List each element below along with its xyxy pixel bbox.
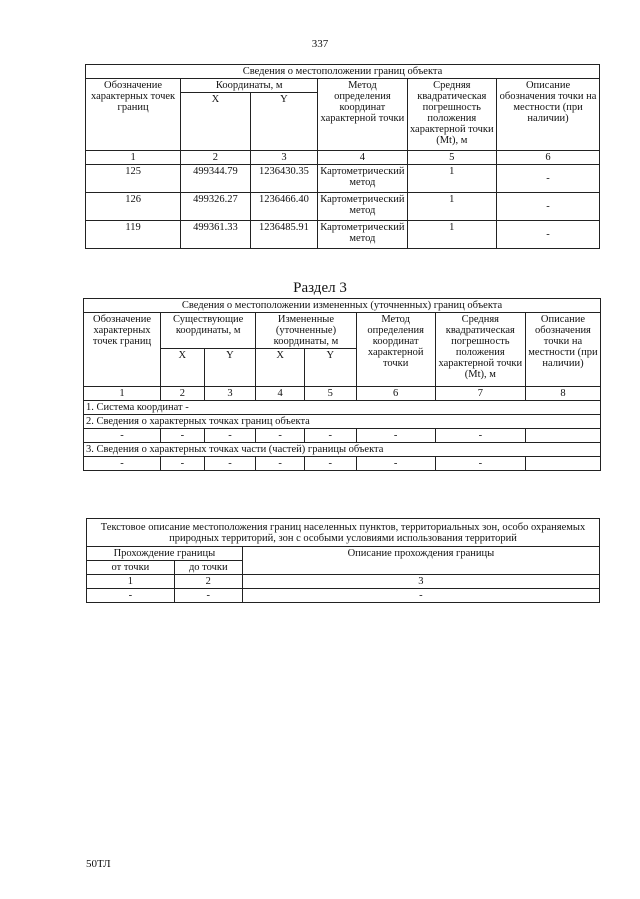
dash-cell: -	[174, 589, 242, 603]
dash-cell: -	[242, 589, 599, 603]
col-number: 3	[204, 387, 256, 401]
dash-cell: -	[161, 429, 205, 443]
method-value: Картометрический метод	[318, 221, 407, 249]
dash-cell: -	[356, 457, 435, 471]
col-number: 7	[435, 387, 525, 401]
point-id: 126	[86, 193, 181, 221]
boundary-location-table	[85, 64, 600, 249]
col-number: 4	[256, 387, 305, 401]
point-id: 125	[86, 165, 181, 193]
col-number: 3	[242, 575, 599, 589]
header-designation: Обозначение характерных точек границ	[84, 313, 161, 387]
table-row	[87, 589, 600, 603]
description-value: -	[497, 193, 600, 221]
section-title: Раздел 3	[293, 280, 347, 296]
header-existing: Существующие координаты, м	[161, 313, 256, 349]
col-number: 6	[356, 387, 435, 401]
dash-cell: -	[435, 457, 525, 471]
table-row	[84, 457, 601, 471]
header-error: Средняя квадратическая погрешность положения характерной точки (Mt), м	[435, 313, 525, 387]
dash-cell: -	[87, 589, 175, 603]
header-y: Y	[250, 93, 318, 151]
table-row	[86, 165, 600, 193]
table-row	[84, 429, 601, 443]
col-number: 1	[84, 387, 161, 401]
x-value: 499361.33	[181, 221, 250, 249]
header-x: X	[161, 349, 205, 387]
col-number: 2	[161, 387, 205, 401]
error-value: 1	[407, 221, 497, 249]
dash-cell: -	[161, 457, 205, 471]
table-row	[86, 221, 600, 249]
table-row	[86, 193, 600, 221]
dash-cell: -	[204, 429, 256, 443]
table-caption: Сведения о местоположении границ объекта	[86, 65, 600, 79]
header-x: X	[256, 349, 305, 387]
dash-cell: -	[256, 429, 305, 443]
subheader-part-points: 3. Сведения о характерных точках части (частей) границы объекта	[84, 443, 601, 457]
header-x: X	[181, 93, 250, 151]
point-id: 119	[86, 221, 181, 249]
dash-cell: -	[356, 429, 435, 443]
col-number: 4	[318, 151, 407, 165]
table-caption: Сведения о местоположении измененных (уточненных) границ объекта	[84, 299, 601, 313]
col-number: 5	[407, 151, 497, 165]
col-number: 3	[250, 151, 318, 165]
changed-boundary-table	[83, 298, 601, 471]
header-designation: Обозначение характерных точек границ	[86, 79, 181, 151]
x-value: 499326.27	[181, 193, 250, 221]
header-to-point: до точки	[174, 561, 242, 575]
header-passage: Прохождение границы	[87, 547, 243, 561]
col-number: 1	[86, 151, 181, 165]
error-value: 1	[407, 193, 497, 221]
x-value: 499344.79	[181, 165, 250, 193]
col-number: 6	[497, 151, 600, 165]
text-description-table	[86, 518, 600, 603]
empty-cell	[525, 429, 600, 443]
header-from-point: от точки	[87, 561, 175, 575]
col-number: 5	[304, 387, 356, 401]
col-number: 8	[525, 387, 600, 401]
header-description: Описание обозначения точки на местности (при наличии)	[497, 79, 600, 151]
header-coordinates: Координаты, м	[181, 79, 318, 93]
method-value: Картометрический метод	[318, 165, 407, 193]
dash-cell: -	[84, 457, 161, 471]
header-method: Метод определения координат характерной точки	[356, 313, 435, 387]
dash-cell: -	[435, 429, 525, 443]
page-number: 337	[311, 38, 329, 50]
header-passage-description: Описание прохождения границы	[242, 547, 599, 575]
header-y: Y	[204, 349, 256, 387]
subheader-points: 2. Сведения о характерных точках границ объекта	[84, 415, 601, 429]
y-value: 1236430.35	[250, 165, 318, 193]
coord-system-row: 1. Система координат -	[84, 401, 601, 415]
dash-cell: -	[304, 457, 356, 471]
description-value: -	[497, 221, 600, 249]
y-value: 1236485.91	[250, 221, 318, 249]
header-method: Метод определения координат характерной точки	[318, 79, 407, 151]
description-value: -	[497, 165, 600, 193]
dash-cell: -	[84, 429, 161, 443]
method-value: Картометрический метод	[318, 193, 407, 221]
dash-cell: -	[204, 457, 256, 471]
y-value: 1236466.40	[250, 193, 318, 221]
header-description: Описание обозначения точки на местности (при наличии)	[525, 313, 600, 387]
col-number: 2	[174, 575, 242, 589]
footer-code: 50ТЛ	[86, 858, 111, 870]
header-error: Средняя квадратическая погрешность положения характерной точки (Mt), м	[407, 79, 497, 151]
table-caption: Текстовое описание местоположения границ населенных пунктов, территориальных зон, особо охраняемых природных территорий, зон с особыми условиями использования территорий	[87, 519, 600, 547]
col-number: 1	[87, 575, 175, 589]
header-y: Y	[304, 349, 356, 387]
empty-cell	[525, 457, 600, 471]
dash-cell: -	[304, 429, 356, 443]
error-value: 1	[407, 165, 497, 193]
col-number: 2	[181, 151, 250, 165]
header-changed: Измененные (уточненные) координаты, м	[256, 313, 356, 349]
dash-cell: -	[256, 457, 305, 471]
